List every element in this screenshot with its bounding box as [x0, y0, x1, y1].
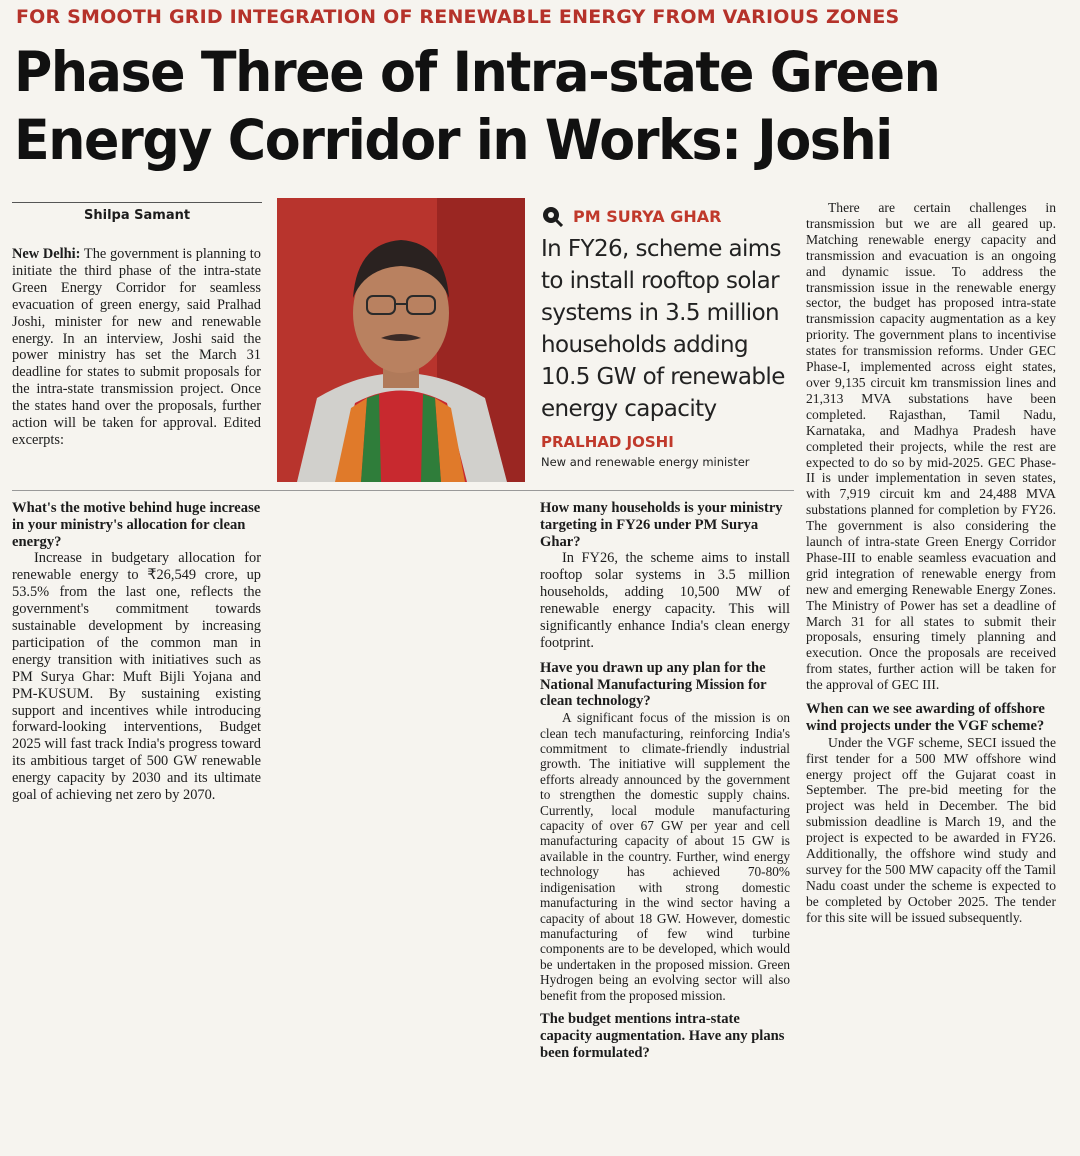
minister-photo [277, 198, 525, 482]
qa-column-4 [806, 200, 1056, 926]
qa-column-3 [540, 500, 790, 1061]
pull-quote-tag-label: PM SURYA GHAR [573, 206, 722, 226]
answer-4: There are certain challenges in transmission but we are all geared up. Matching renewable energy capacity and transmission and evacuation is an ongoing and dynamic issue. To address the transmission issue in the renewable energy sector, the budget has proposed intra-state transmission capacity augmentation as a key priority. The government plans to incentivise states for transmission reforms. Under GEC Phase-I, implemented across eight states, over 9,135 circuit km transmission lines and 21,313 MVA substations have been completed. Rajasthan, Tamil Nadu, Karnataka, and Madhya Pradesh have completed their projects, while the rest are expected to do so by mid-2025. GEC Phase-II is under implementation in seven states, with 7,919 circuit km and 24,488 MVA substations planned for completion by FY26. The government is also considering the launch of intra-state Green Energy Corridor Phase-III to enable seamless evacuation and grid integration of renewable energy from new and emerging Renewable Energy Zones. The Ministry of Power has set a deadline of March 31 for all states to submit their proposals, ensuring timely planning and execution. Once the proposals are received from states, further action will be taken for the approval of GEC III. [806, 200, 1056, 693]
lead-column [12, 246, 261, 449]
pull-quote-tag [541, 205, 793, 227]
portrait-illustration [277, 198, 525, 482]
pull-quote-name: PRALHAD JOSHI [541, 433, 674, 451]
pull-quote-text: In FY26, scheme aims to install rooftop solar systems in 3.5 million households adding 10.5 GW of renewable energy capacity [541, 236, 785, 422]
question-5: When can we see awarding of offshore wind projects under the VGF scheme? [806, 701, 1045, 734]
question-1: What's the motive behind huge increase in your ministry's allocation for clean energy? [12, 500, 261, 550]
byline: Shilpa Samant [84, 208, 191, 223]
pull-quote [541, 205, 793, 469]
answer-3: A significant focus of the mission is on clean tech manufacturing, reinforcing India's commitment to climate-friendly industrial growth. The initiative will supplement the efforts already announced by the government to strengthen the domestic supply chains. Currently, local module manufacturing capacity of over 67 GW per year and cell manufacturing capacity of about 15 GW is available in the country. Further, wind energy technology has achieved 70-80% indigenisation with strong domestic manufacturing in the wind sector having a capacity of about 18 GW. However, domestic manufacturing of few wind turbine components are to be developed, which would be undertaken in the proposed mission. Green Hydrogen being an evolving sector will also benefit from the proposed mission. [540, 710, 790, 1003]
question-4: The budget mentions intra-state capacity augmentation. Have any plans been formulated? [540, 1010, 785, 1061]
lead-text: The government is planning to initiate the third phase of the intra-state Green Energy Corridor for seamless evacuation of green energy, said Pralhad Joshi, minister for new and renewable energy. In an interview, Joshi said the power ministry has set the March 31 deadline for states to submit proposals for the intra-state transmission project. Once the states hand over the proposals, further action will be taken for approval. Edited excerpts: [12, 246, 261, 448]
headline: Phase Three of Intra-state Green Energy Corridor in Works: Joshi [14, 40, 940, 172]
question-2: How many households is your ministry targeting in FY26 under PM Surya Ghar? [540, 500, 783, 550]
answer-1: Increase in budgetary allocation for renewable energy to ₹26,549 crore, up 53.5% from the last one, reflects the government's commitment towards sustainable development by increasing participation of the common man in energy transition with initiatives such as PM Surya Ghar: Muft Bijli Yojana and PM-KUSUM. By sustaining existing support and incentives while introducing forward-looking interventions, Budget 2025 will fast track India's progress toward its ambitious target of 500 GW renewable energy capacity by 2030 and its ultimate goal of achieving net zero by 2070. [12, 550, 261, 804]
dateline: New Delhi: [12, 246, 81, 262]
answer-2: In FY26, the scheme aims to install rooftop solar systems in 3.5 million households, adding 10,500 MW of renewable energy capacity. This will significantly enhance India's clean energy footprint. [540, 550, 790, 651]
section-rule [12, 490, 794, 491]
byline-rule [12, 202, 262, 203]
magnifier-icon [541, 205, 563, 227]
kicker: FOR SMOOTH GRID INTEGRATION OF RENEWABLE ENERGY FROM VARIOUS ZONES [16, 6, 900, 28]
answer-5: Under the VGF scheme, SECI issued the first tender for a 500 MW offshore wind energy project off the Gujarat coast in September. The pre-bid meeting for the project was held in December. The bid submission deadline is March 19, and the project is expected to be awarded in FY26. Additionally, the offshore wind study and survey for the 500 MW capacity off the Tamil Nadu coast under the scheme is expected to be completed by October 2025. The tender for this site will be issued subsequently. [806, 734, 1056, 925]
qa-column-1 [12, 500, 261, 804]
question-3: Have you drawn up any plan for the National Manufacturing Mission for clean technology? [540, 659, 767, 710]
pull-quote-role: New and renewable energy minister [541, 455, 750, 469]
